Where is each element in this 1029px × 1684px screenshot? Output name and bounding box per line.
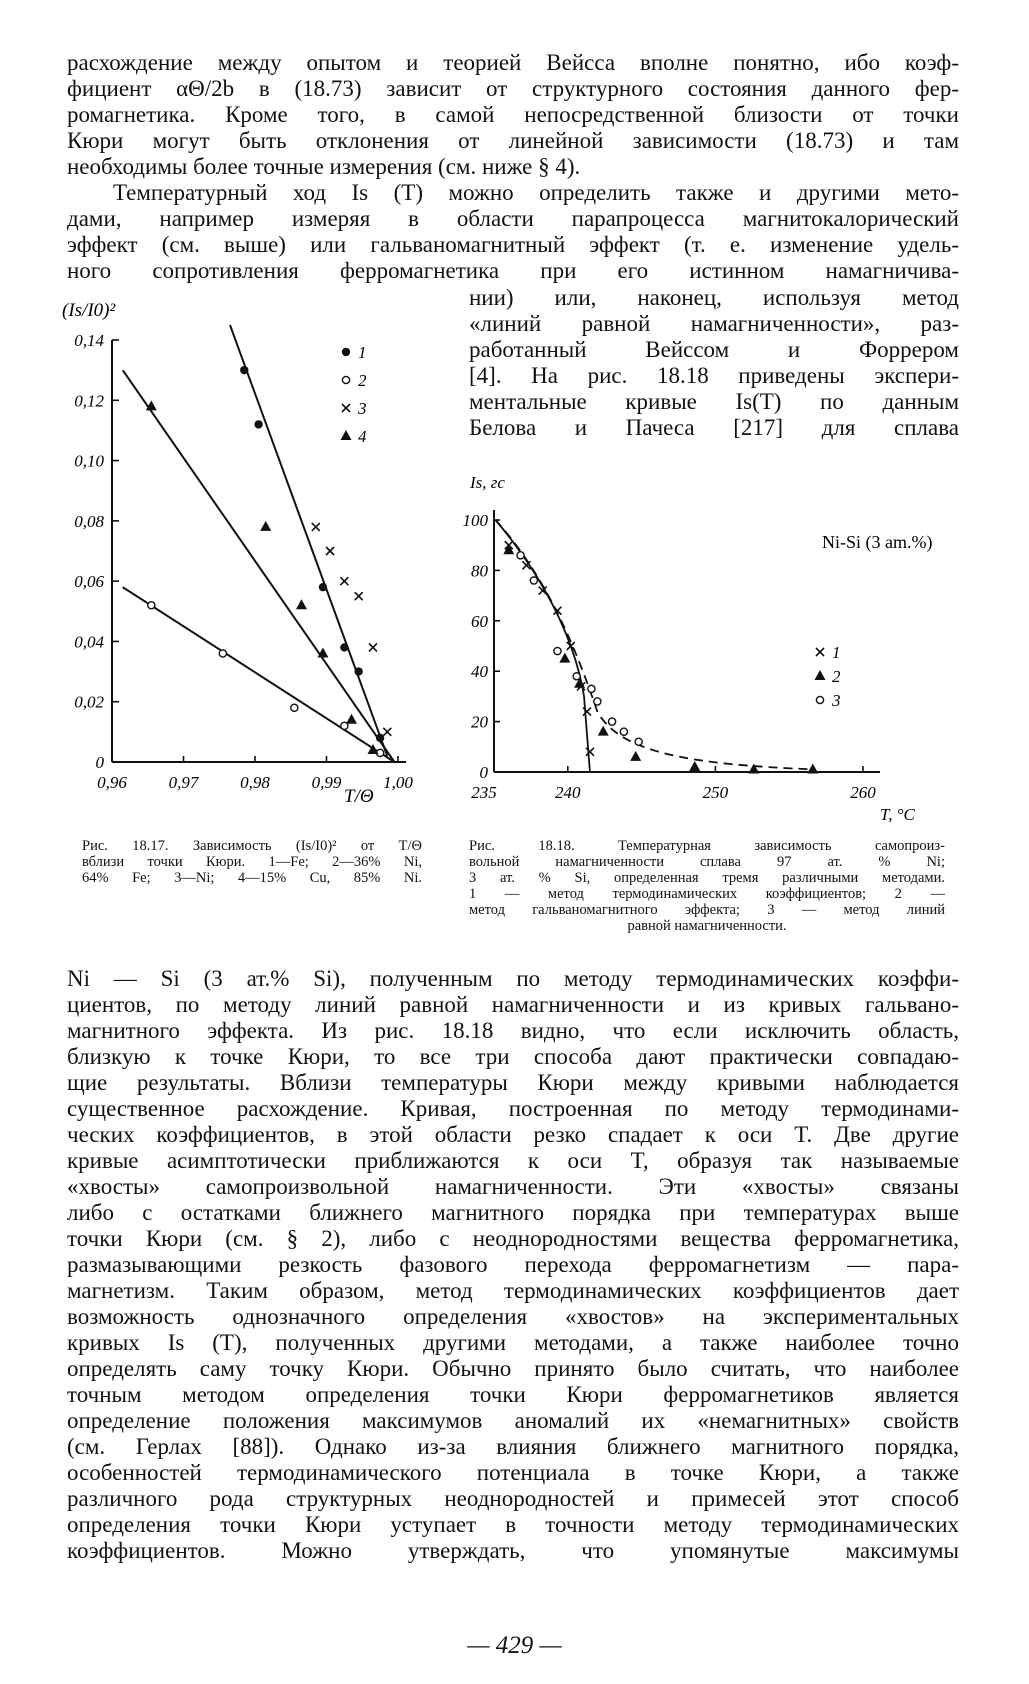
data-point-series-4 [296,599,307,609]
y-axis-label: (Is/I0)² [62,300,116,321]
data-point-series-3 [635,738,642,745]
text-line: определения точки Кюри уступает в точности методу термодинамических [67,1512,959,1537]
text-line: «линий равной намагниченности», раз- [469,311,959,336]
text-line: «хвосты» самопроизвольной намагниченности. Эти «хвосты» связаны [67,1174,959,1199]
caption-line: Рис. 18.17. Зависимость (Is/I0)² от T/Θ [82,838,422,854]
data-point-series-2 [807,763,818,773]
text-line: фициент αΘ/2b в (18.73) зависит от структурного состояния данного фер- [67,76,959,101]
data-point-series-3 [383,728,391,736]
legend-marker [815,670,826,680]
fit-line [123,587,395,762]
x-tick-label: 0,96 [97,773,127,792]
y-tick-label: 100 [462,511,488,530]
y-axis-label: Is, гс [470,473,505,492]
data-point-series-3 [588,685,595,692]
data-point-series-2 [148,602,155,609]
data-point-series-4 [260,521,271,531]
legend-marker [342,376,349,383]
text-line: необходимы более точные измерения (см. ниже § 4). [67,154,581,179]
legend-marker [816,648,824,656]
data-point-series-1 [586,748,594,756]
data-point-series-2 [291,704,298,711]
data-point-series-3 [340,577,348,585]
text-line: определять саму точку Кюри. Обычно принято было считать, что наиболее [67,1356,959,1381]
figure-18-18-caption [469,838,945,934]
legend-label: 2 [832,667,841,686]
y-tick-label: 0,04 [74,632,104,652]
text-line: расхождение между опытом и теорией Вейсса вполне понятно, ибо коэф- [67,50,959,75]
y-tick-label: 0,10 [74,451,104,471]
data-point-series-2 [559,653,570,663]
legend-marker [816,696,823,703]
data-point-series-3 [326,547,334,555]
text-line: магнитного эффекта. Из рис. 18.18 видно, что если исключить область, [67,1018,959,1043]
y-tick-label: 0,14 [74,331,104,350]
caption-line: 64% Fe; 3—Ni; 4—15% Cu, 85% Ni. [82,870,422,886]
text-line: ческих коэффициентов, в этой области резко спадает к оси T. Две другие [67,1122,959,1147]
page-number: — 429 — [467,1632,562,1659]
text-line: Белова и Пачеса [217] для сплава [469,415,959,440]
alloy-annotation: Ni-Si (3 am.%) [822,532,933,552]
caption-line: метод гальваномагнитного эффекта; 3 — метод линий [469,902,945,918]
caption-line: Рис. 18.18. Температурная зависимость самопроиз- [469,838,945,854]
text-line: [4]. На рис. 18.18 приведены экспери- [469,363,959,388]
text-line: различного рода структурных неоднородностей и примесей этот способ [67,1486,959,1511]
text-line: близкую к точке Кюри, то все три способа дают практически совпадаю- [67,1044,959,1069]
x-tick-label: 250 [702,783,729,802]
data-point-series-2 [689,761,700,771]
x-tick-label: 235 [471,783,497,802]
curve-tail-methods-2-3 [495,520,815,769]
y-tick-label: 80 [471,561,488,581]
text-line: Температурный ход Is (T) можно определить также и другими мето- [113,180,959,205]
y-tick-label: 0,02 [74,692,104,712]
data-point-series-4 [346,714,357,724]
text-line: циентов, по методу линий равной намагниченности и из кривых гальвано- [67,992,959,1017]
data-point-series-2 [630,751,641,761]
data-point-series-3 [517,552,524,559]
legend-label: 1 [358,343,367,362]
data-point-series-3 [620,728,627,735]
caption-line: вблизи точки Кюри. 1—Fe; 2—36% Ni, [82,854,422,870]
figure-18-17-caption [82,838,422,886]
text-line: магнетизм. Таким образом, метод термодинамических коэффициентов дает [67,1278,959,1303]
data-point-series-3 [312,523,320,531]
legend-marker [341,430,352,440]
caption-line: 3 ат. % Si, определенная тремя различными методами. [469,870,945,886]
y-tick-label: 0,06 [74,572,104,592]
text-line: определение положения максимумов аномалий их «немагнитных» свойств [67,1408,959,1433]
text-line: возможность однозначного определения «хвостов» на экспериментальных [67,1304,959,1329]
text-line: нии) или, наконец, используя метод [469,285,959,310]
data-point-series-3 [355,592,363,600]
legend-marker [342,404,350,412]
text-line: коэффициентов. Можно утверждать, что упомянутые максимумы [67,1538,959,1563]
legend-label: 2 [358,371,367,390]
text-line: эффект (см. выше) или гальваномагнитный эффект (т. е. изменение удель- [67,232,959,257]
data-point-series-2 [598,726,609,736]
text-line: кривые асимптотически приближаются к оси T, образуя так называемые [67,1148,959,1173]
x-axis-label: T/Θ [344,786,374,807]
data-point-series-1 [319,583,327,591]
data-point-series-1 [254,420,262,428]
legend-label: 3 [832,691,841,710]
text-line: (см. Герлах [88]). Однако из-за влияния ближнего магнитного порядка, [67,1434,959,1459]
y-tick-label: 40 [471,662,488,682]
y-tick-label: 60 [471,611,488,631]
y-tick-label: 0 [95,753,104,772]
data-point-series-3 [530,577,537,584]
data-point-series-1 [240,366,248,374]
text-line: либо с остатками ближнего магнитного порядка при температурах выше [67,1200,959,1225]
x-tick-label: 260 [850,783,876,802]
y-tick-label: 0 [479,763,488,782]
data-point-series-3 [369,643,377,651]
data-point-series-1 [340,643,348,651]
text-line: ного сопротивления ферромагнетика при его истинном намагничива- [67,258,959,283]
x-axis-label: T, °C [880,805,915,824]
data-point-series-3 [608,718,615,725]
text-line: точки Кюри (см. § 2), либо с неоднородностями вещества ферромагнетика, [67,1226,959,1251]
figure-18-17 [50,290,460,830]
x-tick-label: 0,97 [168,773,199,792]
legend-label: 4 [358,427,367,446]
caption-line: равной намагниченности. [627,918,787,934]
y-tick-label: 20 [471,712,488,732]
x-tick-label: 0,99 [311,773,342,792]
x-tick-label: 0,98 [240,773,270,792]
figure-18-18 [450,470,960,830]
legend-label: 3 [358,399,367,418]
text-line: работанный Вейссом и Форрером [469,337,959,362]
text-line: особенностей термодинамического потенциала в точке Кюри, а также [67,1460,959,1485]
data-point-series-3 [573,673,580,680]
data-point-series-1 [354,667,362,675]
data-point-series-3 [594,698,601,705]
text-line: кривых Is (T), полученных другими методами, а также наиболее точно [67,1330,959,1355]
text-line: Кюри могут быть отклонения от линейной зависимости (18.73) и там [67,128,959,153]
x-tick-label: 240 [555,783,581,802]
text-line: Ni — Si (3 ат.% Si), полученным по методу термодинамических коэффи- [67,966,959,991]
text-line: дами, например измеряя в области парапроцесса магнитокалорический [67,206,959,231]
caption-line: вольной намагниченности сплава 97 ат. % Ni; [469,854,945,870]
x-tick-label: 1,00 [383,773,413,792]
data-point-series-3 [554,647,561,654]
y-tick-label: 0,12 [74,391,104,411]
curve-method-1 [495,520,589,772]
text-line: существенное расхождение. Кривая, построенная по методу термодинами- [67,1096,959,1121]
data-point-series-2 [748,763,759,773]
data-point-series-1 [583,708,591,716]
data-point-series-2 [219,650,226,657]
legend-label: 1 [832,643,841,662]
caption-line: 1 — метод термодинамических коэффициентов; 2 — [469,886,945,902]
text-line: щие результаты. Вблизи температуры Кюри между кривыми наблюдается [67,1070,959,1095]
legend-marker [342,348,350,356]
fit-line [123,370,395,762]
text-line: ментальные кривые Is(T) по данным [469,389,959,414]
text-line: точным методом определения точки Кюри ферромагнетиков является [67,1382,959,1407]
text-line: ромагнетика. Кроме того, в самой непосредственной близости от точки [67,102,959,127]
y-tick-label: 0,08 [74,511,104,531]
text-line: размазывающими резкость фазового перехода ферромагнетизм — пара- [67,1252,959,1277]
